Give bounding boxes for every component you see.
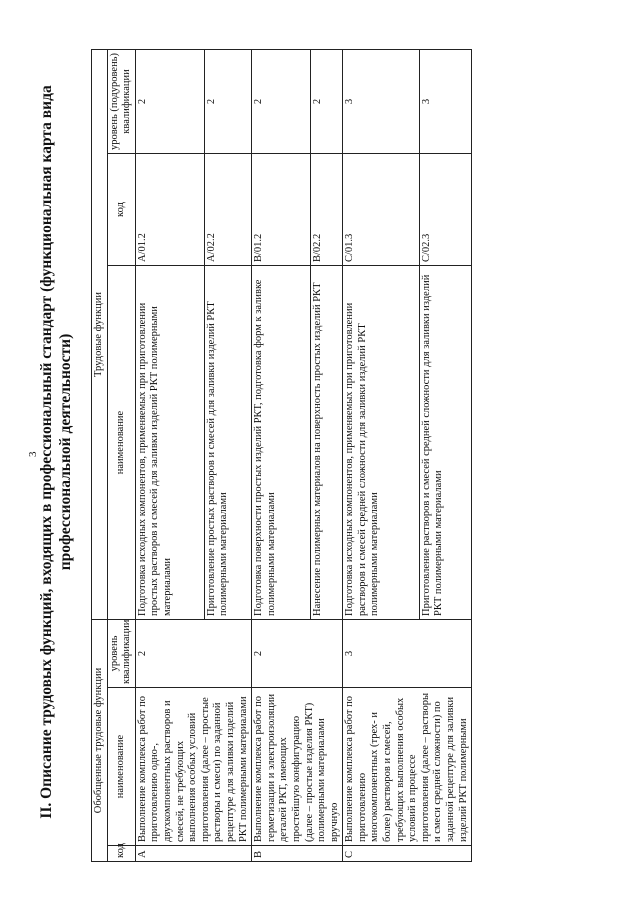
header-code-1: код [107, 846, 135, 862]
function-name: Подготовка поверхности простых изделий РКТ, подготовка форм к заливке полимерными материалами [252, 266, 311, 620]
function-code: B/02.2 [310, 154, 342, 266]
group-name: Выполнение комплекса работ по герметизации и электроизоляции деталей РКТ, имеющих простейшую конфигурацию (далее – простые изделия РКТ) полимерными материалами вручную [252, 688, 343, 846]
group-code: C [343, 846, 472, 862]
rotated-sheet [25, 22, 615, 882]
group-name: Выполнение комплекса работ по приготовлению одно-, двухкомпонентных растворов и смесей, не требующих выполнения особых условий приготовления (далее – простые растворы и смеси) по заданной рецептуре для заливки изделий РКТ полимерными материалами [135, 688, 251, 846]
table-row [135, 49, 204, 861]
function-level: 3 [419, 49, 472, 153]
header-qual-level: уровень квалификации [107, 620, 135, 688]
functions-table [91, 49, 472, 862]
group-code: A [135, 846, 251, 862]
function-code: A/02.2 [204, 154, 252, 266]
header-code-2: код [107, 154, 135, 266]
function-name: Подготовка исходных компонентов, применяемых при приготовлении простых растворов и смесей для заливки изделий РКТ полимерными материалами [135, 266, 204, 620]
function-level: 3 [343, 49, 419, 153]
group-code: B [252, 846, 343, 862]
function-level: 2 [252, 49, 311, 153]
section-title: II. Описание трудовых функций, входящих в профессиональный стандарт (функциональная карта вида профессиональной деятельности) [38, 85, 74, 819]
function-name: Нанесение полимерных материалов на поверхность простых изделий РКТ [310, 266, 342, 620]
header-labor: Трудовые функции [92, 49, 108, 619]
group-level: 2 [135, 620, 251, 688]
function-name: Подготовка исходных компонентов, применяемых при приготовлении растворов и смесей средней сложности для заливки изделий РКТ полимерными материалами [343, 266, 419, 620]
function-level: 2 [135, 49, 204, 153]
header-sub-level: уровень (подуровень) квалификации [107, 49, 135, 153]
header-name-2: наименование [107, 266, 135, 620]
group-name: Выполнение комплекса работ по приготовлению многокомпонентных (трех- и более) растворов и смесей, требующих выполнения особых условий в процессе приготовления (далее – растворы и смеси средней сложности) по заданной рецептуре для заливки изделий РКТ полимерными [343, 688, 472, 846]
function-code: B/01.2 [252, 154, 311, 266]
function-code: C/01.3 [343, 154, 419, 266]
function-level: 2 [310, 49, 342, 153]
header-name-1: наименование [107, 688, 135, 846]
function-level: 2 [204, 49, 252, 153]
page-number: 3 [27, 451, 39, 457]
header-generalized: Обобщенные трудовые функции [92, 620, 108, 862]
function-name: Приготовление растворов и смесей средней сложности для заливки изделий РКТ полимерными материалами [419, 266, 472, 620]
group-level: 2 [252, 620, 343, 688]
group-level: 3 [343, 620, 472, 688]
function-code: C/02.3 [419, 154, 472, 266]
function-code: A/01.2 [135, 154, 204, 266]
table-row [343, 49, 419, 861]
function-name: Приготовление простых растворов и смесей для заливки изделий РКТ полимерными материалами [204, 266, 252, 620]
table-row [252, 49, 311, 861]
